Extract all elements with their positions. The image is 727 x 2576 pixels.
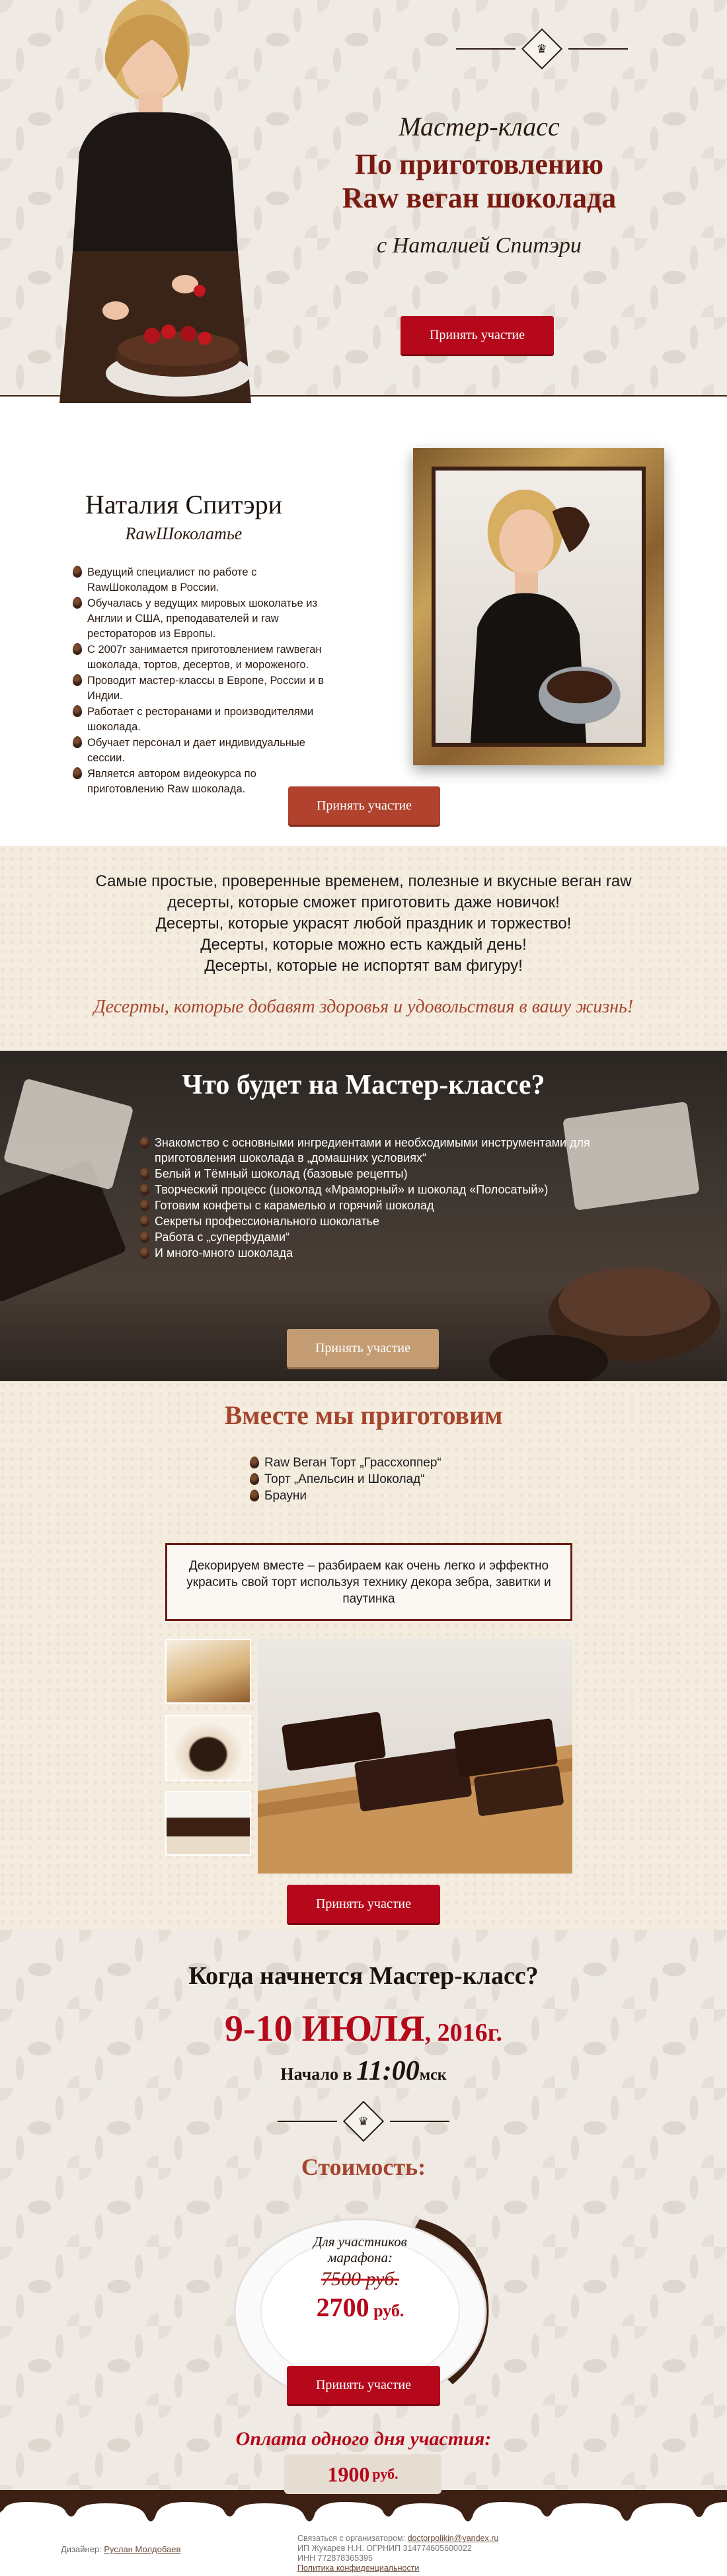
gallery-thumb-3[interactable] [165,1791,251,1856]
list-item-text: Секреты профессионального шоколатье [155,1215,380,1228]
day-price-unit: руб. [372,2466,399,2482]
gallery-thumb-2[interactable] [165,1715,251,1781]
chocolate-bullet-icon [140,1215,149,1227]
price-cta-button[interactable]: Принять участие [287,2366,440,2404]
hero-title-line1: По приготовлению [354,148,604,180]
cook-title: Вместе мы приготовим [224,1400,503,1430]
cook-note [165,1543,572,1621]
cook-note-text: Декорируем вместе – разбираем как очень легко и эффектно украсить свой торт используя технику декора зебра, завитки и паутинка [186,1558,551,1606]
schedule-date [0,2008,727,2050]
list-item [73,596,330,642]
gallery-thumb-1[interactable] [165,1639,251,1704]
list-item [140,1198,616,1213]
promo-line: Самые простые, проверенные временем, полезные и вкусные веган raw [95,872,632,890]
hero-text [324,111,634,258]
footer-contact-label: Связаться с организатором: [297,2534,408,2543]
list-item [140,1135,616,1166]
footer-designer-label: Дизайнер: [61,2544,104,2554]
cook-section [0,1381,727,1930]
hero-subtitle: Мастер-класс [399,112,560,141]
about-brand: RawШоколатье [125,524,243,543]
hero-author: с Наталией Спитэри [377,233,582,258]
list-item-text: Является автором видеокурса по приготовлению Raw шоколада. [87,768,256,795]
price-new-value: 2700 [316,2292,369,2322]
list-item [250,1488,441,1504]
price-label: Для участников марафона: [313,2234,407,2265]
chocolate-bullet-icon [140,1247,149,1259]
list-item [140,1166,616,1182]
footer-designer [61,2544,180,2554]
day-price-label: Оплата одного дня участия: [235,2428,492,2450]
divider [456,48,516,50]
chocolate-bullet-icon [140,1199,149,1211]
divider [278,2121,337,2122]
chocolate-logo-icon: ♛ [343,2101,384,2142]
portrait-frame [413,448,664,765]
list-item-text: Проводит мастер-классы в Европе, России и в Индии. [87,675,325,702]
promo-tagline: Десерты, которые добавят здоровья и удовольствия в вашу жизнь! [93,997,634,1017]
list-item-text: Обучает персонал и дает индивидуальные сессии. [87,737,305,764]
list-item-text: Знакомство с основными ингредиентами и необходимыми инструментами для приготовления шоколада в „домашних условиях“ [155,1136,590,1164]
program-title: Что будет на Мастер-классе? [182,1070,545,1100]
list-item-text: Творческий процесс (шоколад «Мраморный» и шоколад «Полосатый») [155,1183,549,1196]
list-item-text: Raw Веган Торт „Грассхоппер“ [264,1456,441,1470]
contact-email-link[interactable]: doctorpolikin@yandex.ru [407,2534,499,2543]
chocolate-bullet-icon [73,705,82,717]
chocolate-logo-icon: ♛ [521,28,562,69]
list-item [140,1230,616,1245]
hero-portrait [53,0,271,403]
day-price-value: 1900 [327,2462,370,2486]
footer-line2: ИП Жукарев Н.Н. ОГРНИП 314774605600022 [297,2544,472,2553]
about-cta-button[interactable]: Принять участие [288,786,440,825]
schedule-start [0,2055,727,2087]
about-section [0,397,727,846]
cook-list [250,1455,441,1505]
list-item [250,1455,441,1471]
chocolate-bullet-icon [73,767,82,779]
chocolate-bullet-icon [73,566,82,578]
hero-section [0,0,727,397]
portrait-photo [436,471,642,743]
chocolate-bullet-icon [250,1457,259,1468]
about-name: Наталия Спитэри [85,490,282,519]
gallery-main-image [258,1639,572,1874]
list-item [73,673,330,704]
list-item-text: Торт „Апельсин и Шоколад“ [264,1472,425,1486]
hero-cta-button[interactable]: Принять участие [401,316,554,354]
promo-section [0,846,727,1051]
divider [390,2121,449,2122]
footer-line3: ИНН 772878365395 [297,2554,373,2563]
chocolate-bullet-icon [140,1168,149,1180]
chocolate-bullet-icon [73,643,82,655]
schedule-start-time: 11:00 [356,2056,420,2086]
schedule-start-suffix: мск [419,2066,447,2084]
list-item [140,1214,616,1229]
chocolate-bullet-icon [250,1490,259,1501]
program-cta-button[interactable]: Принять участие [287,1329,439,1367]
list-item-text: Брауни [264,1489,307,1503]
list-item [250,1472,441,1488]
promo-line: Десерты, которые не испортят вам фигуру! [204,957,523,975]
list-item-text: Ведущий специалист по работе с RawШоколадом в России. [87,566,257,593]
price-old: 7500 руб. [321,2268,399,2290]
cook-cta-button[interactable]: Принять участие [287,1885,440,1923]
list-item [73,565,330,595]
hero-title-line2: Raw веган шоколада [342,182,617,214]
promo-line: десерты, которые сможет приготовить даже новичок! [167,893,560,911]
list-item [73,642,330,673]
promo-line: Десерты, которые украсят любой праздник и торжество! [155,915,572,932]
list-item-text: Работа с „суперфудами“ [155,1231,290,1244]
price-new-unit: руб. [369,2301,404,2320]
list-item-text: Готовим конфеты с карамелью и горячий шоколад [155,1199,434,1212]
chocolate-bullet-icon [73,736,82,748]
price-title: Стоимость: [301,2154,426,2180]
schedule-date-year: , 2016г. [424,2019,503,2047]
footer [0,2490,727,2576]
program-list [140,1135,616,1262]
list-item [140,1246,616,1261]
price-new [221,2292,499,2323]
promo-line: Десерты, которые можно есть каждый день! [200,936,527,954]
schedule-section [0,1930,727,2490]
chocolate-bullet-icon [140,1184,149,1195]
list-item-text: И много-много шоколада [155,1246,293,1260]
about-list [73,565,330,798]
promo-lines [0,871,727,977]
list-item [73,704,330,735]
schedule-title: Когда начнется Мастер-класс? [188,1962,539,1990]
schedule-start-label: Начало в [280,2065,357,2084]
designer-link[interactable]: Руслан Молдобаев [104,2544,181,2554]
footer-contacts [297,2534,498,2573]
list-item-text: Работает с ресторанами и производителями шоколада. [87,706,314,733]
chocolate-drip [0,2490,727,2530]
list-item [73,736,330,766]
list-item-text: Обучалась у ведущих мировых шоколатье из Англии и США, преподавателей и raw рестораторов из Европы. [87,597,318,640]
day-price-box [284,2454,441,2494]
divider [568,48,628,50]
chocolate-bullet-icon [140,1231,149,1243]
list-item-text: Белый и Тёмный шоколад (базовые рецепты) [155,1167,408,1180]
schedule-date-main: 9-10 ИЮЛЯ [224,2008,425,2049]
program-section [0,1051,727,1381]
chocolate-bullet-icon [250,1473,259,1485]
chocolate-bullet-icon [73,597,82,609]
price-logo [0,2107,727,2136]
hero-logo [456,34,628,63]
privacy-policy-link[interactable]: Политика конфиденциальности [297,2563,420,2573]
chocolate-bullet-icon [140,1137,149,1149]
chocolate-bullet-icon [73,674,82,686]
list-item [140,1182,616,1197]
list-item-text: С 2007г занимается приготовлением rawвеган шоколада, тортов, десертов, и мороженого. [87,644,322,671]
